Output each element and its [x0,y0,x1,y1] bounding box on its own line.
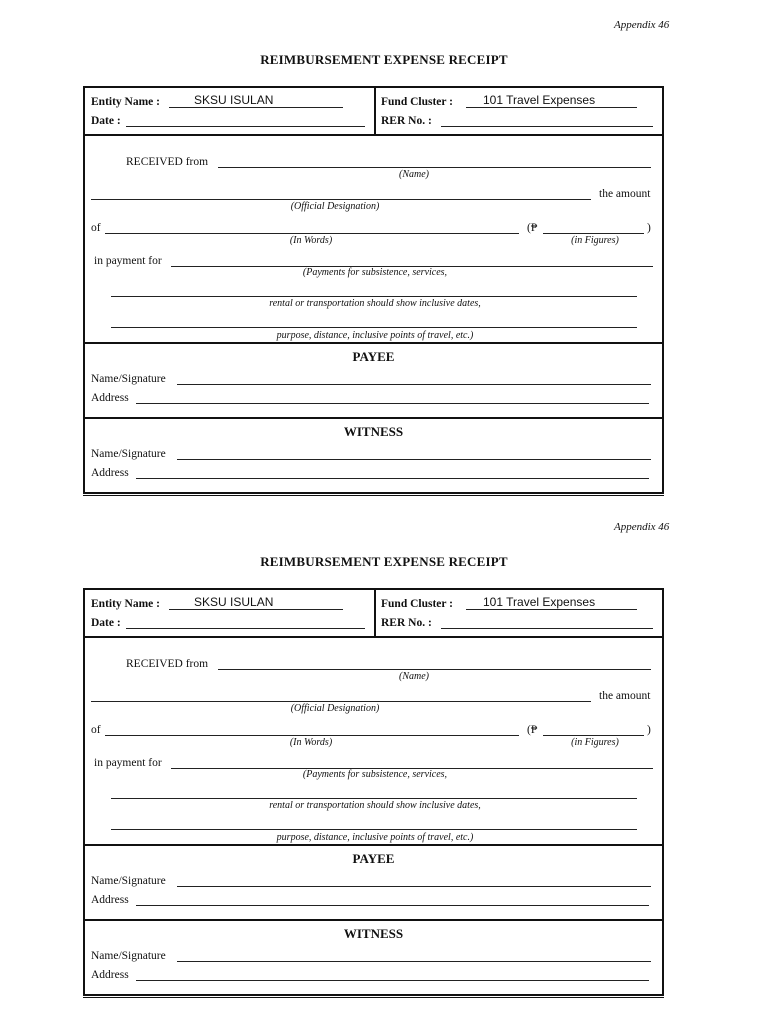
witness-name-signature-label: Name/Signature [91,950,166,962]
payment-for-field-3[interactable] [111,829,637,830]
amount-figures-field[interactable] [543,233,644,234]
entity-name-value: SKSU ISULAN [194,93,274,107]
peso-open: (₱ [527,222,538,234]
payment-for-label: in payment for [94,757,162,769]
witness-separator [85,417,662,419]
receipt-copy-1 [0,0,768,500]
peso-open: (₱ [527,724,538,736]
amount-figures-field[interactable] [543,735,644,736]
witness-separator [85,919,662,921]
payee-address-label: Address [91,392,129,404]
witness-address-field[interactable] [136,980,649,981]
payment-for-field-2[interactable] [111,798,637,799]
in-words-caption: (In Words) [289,737,333,748]
date-label: Date : [91,617,121,629]
payment-for-label: in payment for [94,255,162,267]
of-label: of [91,724,101,736]
witness-name-signature-field[interactable] [177,961,651,962]
frame-underline [83,495,664,496]
witness-address-label: Address [91,467,129,479]
close-paren: ) [647,724,651,736]
witness-address-field[interactable] [136,478,649,479]
fund-cluster-value: 101 Travel Expenses [483,93,596,107]
payments-caption-2: rental or transportation should show inclusive dates, [269,298,481,309]
designation-caption: (Official Designation) [290,703,380,714]
entity-name-label: Entity Name : [91,96,160,108]
payments-caption-2: rental or transportation should show inclusive dates, [269,800,481,811]
received-from-field[interactable] [218,167,651,168]
payee-name-signature-label: Name/Signature [91,875,166,887]
header-separator [85,636,662,638]
receipt-copy-2 [0,502,768,1002]
rer-no-field[interactable] [441,126,653,127]
date-field[interactable] [126,628,365,629]
witness-heading: WITNESS [343,926,404,941]
fund-cluster-label: Fund Cluster : [381,96,453,108]
form-title: REIMBURSEMENT EXPENSE RECEIPT [260,554,508,569]
payee-address-field[interactable] [136,403,649,404]
witness-address-label: Address [91,969,129,981]
rer-no-label: RER No. : [381,115,432,127]
witness-heading: WITNESS [343,424,404,439]
designation-field[interactable] [91,701,591,702]
header-divider [374,590,376,636]
payee-heading: PAYEE [352,349,395,364]
in-words-caption: (In Words) [289,235,333,246]
payments-caption-1: (Payments for subsistence, services, [302,267,448,278]
close-paren: ) [647,222,651,234]
amount-words-field[interactable] [105,233,519,234]
the-amount-label: the amount [599,690,651,702]
receipt-frame [83,86,664,494]
entity-name-value: SKSU ISULAN [194,595,274,609]
header-divider [374,88,376,134]
payee-address-label: Address [91,894,129,906]
payee-address-field[interactable] [136,905,649,906]
witness-name-signature-field[interactable] [177,459,651,460]
payments-caption-1: (Payments for subsistence, services, [302,769,448,780]
name-caption: (Name) [399,169,429,180]
frame-underline [83,997,664,998]
rer-no-field[interactable] [441,628,653,629]
appendix-label: Appendix 46 [614,19,670,31]
date-field[interactable] [126,126,365,127]
payments-caption-3: purpose, distance, inclusive points of travel, etc.) [276,832,474,843]
in-figures-caption: (in Figures) [571,737,619,748]
appendix-label: Appendix 46 [614,521,670,533]
receipt-frame [83,588,664,996]
payee-name-signature-label: Name/Signature [91,373,166,385]
in-figures-caption: (in Figures) [571,235,619,246]
rer-no-label: RER No. : [381,617,432,629]
designation-field[interactable] [91,199,591,200]
payments-caption-3: purpose, distance, inclusive points of travel, etc.) [276,330,474,341]
designation-caption: (Official Designation) [290,201,380,212]
fund-cluster-field[interactable] [466,107,637,108]
entity-name-label: Entity Name : [91,598,160,610]
received-from-field[interactable] [218,669,651,670]
payee-separator [85,342,662,344]
payee-name-signature-field[interactable] [177,384,651,385]
payee-name-signature-field[interactable] [177,886,651,887]
fund-cluster-label: Fund Cluster : [381,598,453,610]
amount-words-field[interactable] [105,735,519,736]
received-from-label: RECEIVED from [126,658,209,670]
received-from-label: RECEIVED from [126,156,209,168]
fund-cluster-field[interactable] [466,609,637,610]
entity-name-field[interactable] [169,107,343,108]
of-label: of [91,222,101,234]
header-separator [85,134,662,136]
name-caption: (Name) [399,671,429,682]
witness-name-signature-label: Name/Signature [91,448,166,460]
the-amount-label: the amount [599,188,651,200]
payee-heading: PAYEE [352,851,395,866]
fund-cluster-value: 101 Travel Expenses [483,595,596,609]
payment-for-field-3[interactable] [111,327,637,328]
form-title: REIMBURSEMENT EXPENSE RECEIPT [260,52,508,67]
date-label: Date : [91,115,121,127]
entity-name-field[interactable] [169,609,343,610]
payee-separator [85,844,662,846]
payment-for-field-2[interactable] [111,296,637,297]
